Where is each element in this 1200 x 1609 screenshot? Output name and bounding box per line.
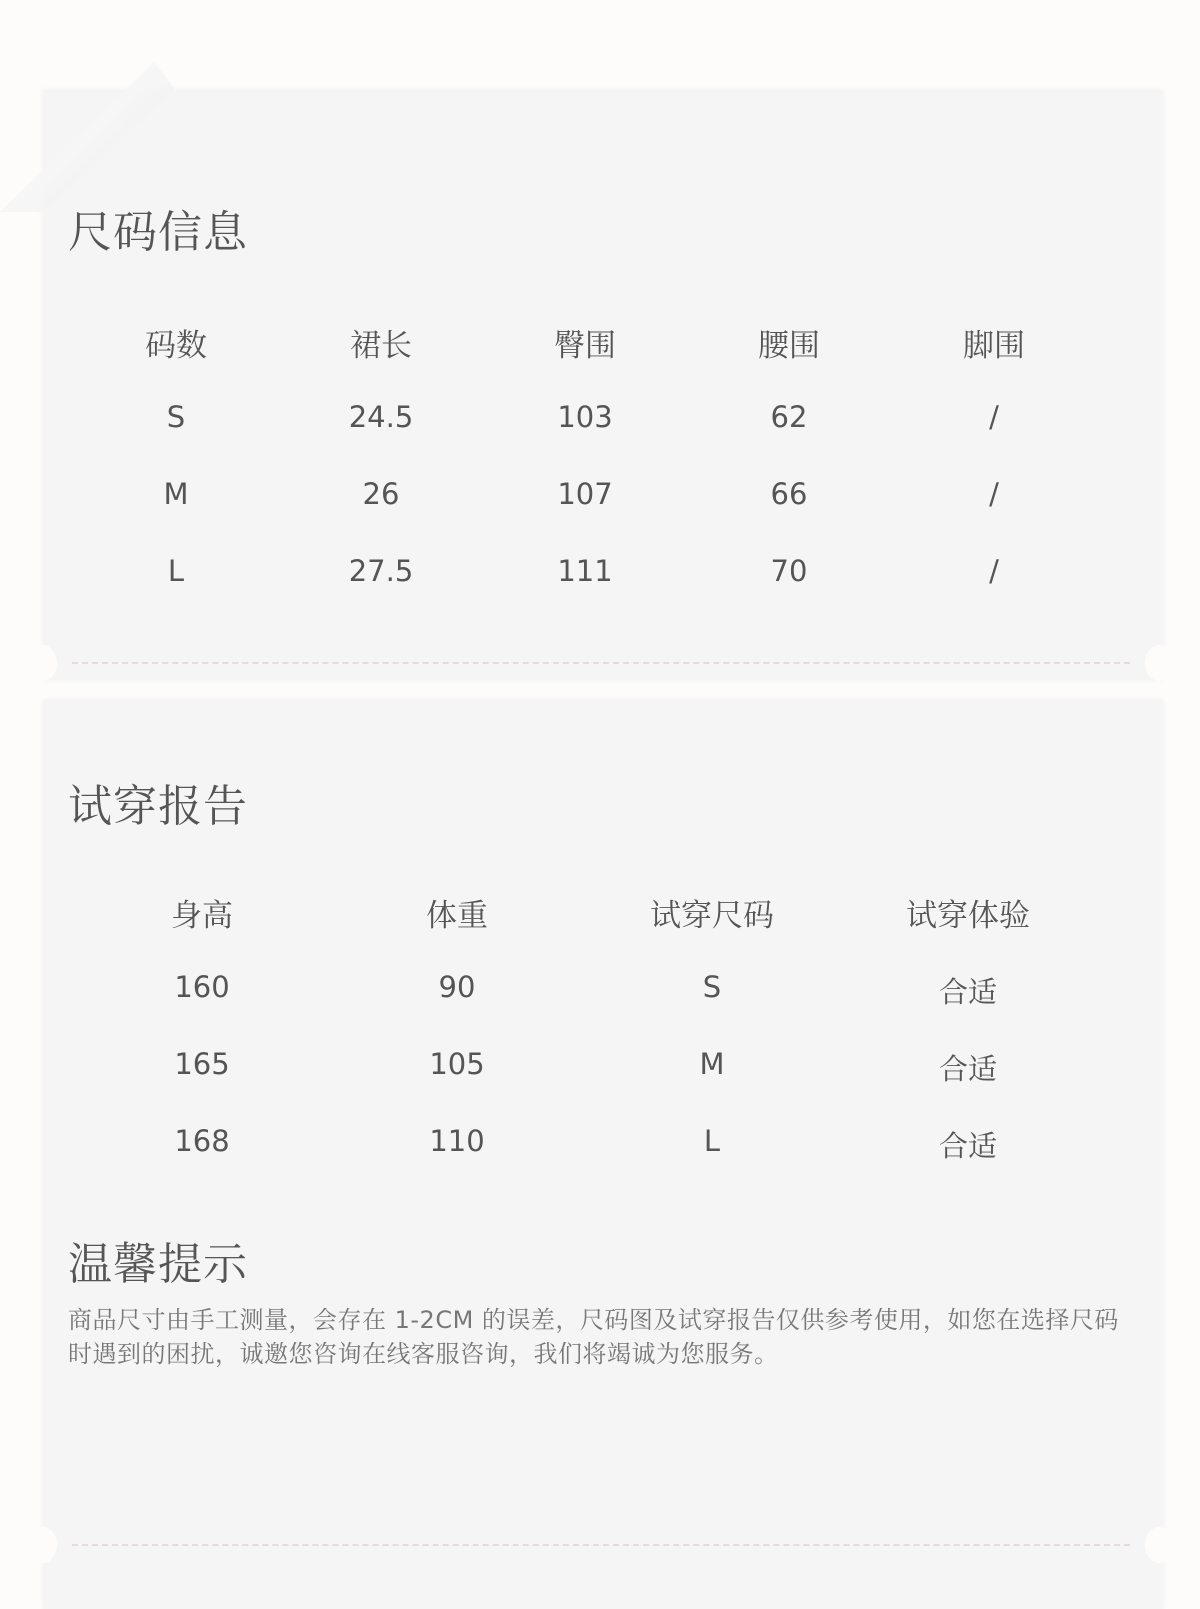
fit-report-cell: S bbox=[702, 970, 722, 1004]
size-table-cell: 62 bbox=[770, 400, 808, 434]
fit-report-cell: 168 bbox=[174, 1124, 230, 1158]
size-table-header-cell: 腰围 bbox=[758, 328, 820, 364]
size-table-cell: 26 bbox=[362, 477, 400, 511]
ticket-notch-right bbox=[1145, 645, 1173, 681]
ticket-notch-left bbox=[29, 1527, 57, 1563]
size-table-cell: / bbox=[989, 554, 999, 588]
tips-text: 商品尺寸由手工测量，会存在 1-2CM 的误差，尺码图及试穿报告仅供参考使用，如您在选择尺码时遇到的困扰，诚邀您咨询在线客服咨询，我们将竭诚为您服务。 bbox=[68, 1306, 1119, 1368]
fit-report-cell: 105 bbox=[429, 1047, 485, 1081]
size-table-cell: L bbox=[167, 554, 185, 588]
size-table-cell: 111 bbox=[557, 554, 613, 588]
fit-report-cell: 90 bbox=[438, 970, 476, 1004]
size-info-title: 尺码信息 bbox=[68, 207, 248, 258]
fit-report-cell: 165 bbox=[174, 1047, 230, 1081]
fit-report-header-cell: 体重 bbox=[426, 898, 488, 934]
fit-report-cell: L bbox=[703, 1124, 721, 1158]
fit-report-cell: 110 bbox=[429, 1124, 485, 1158]
size-table-cell: / bbox=[989, 400, 999, 434]
size-table-cell: / bbox=[989, 477, 999, 511]
size-info-card bbox=[43, 90, 1163, 680]
size-table-header-cell: 码数 bbox=[145, 328, 207, 364]
size-table-cell: 24.5 bbox=[348, 400, 414, 434]
fit-report-cell: 160 bbox=[174, 970, 230, 1004]
size-table-header-cell: 脚围 bbox=[963, 328, 1025, 364]
ticket-notch-right bbox=[1145, 1527, 1173, 1563]
size-table-cell: 27.5 bbox=[348, 554, 414, 588]
size-table-header-cell: 裙长 bbox=[350, 328, 412, 364]
dashed-divider bbox=[72, 662, 1130, 664]
size-table-cell: 70 bbox=[770, 554, 808, 588]
fit-report-header-cell: 身高 bbox=[171, 898, 233, 934]
size-table-cell: 107 bbox=[557, 477, 613, 511]
fit-report-cell: M bbox=[699, 1047, 725, 1081]
size-table-cell: S bbox=[166, 400, 186, 434]
tips-title: 温馨提示 bbox=[68, 1239, 248, 1290]
fit-report-cell: 合适 bbox=[938, 1052, 998, 1086]
size-table-header-cell: 臀围 bbox=[554, 328, 616, 364]
dashed-divider bbox=[72, 1544, 1130, 1546]
fit-report-title: 试穿报告 bbox=[68, 781, 248, 832]
fit-report-cell: 合适 bbox=[938, 1129, 998, 1163]
fit-report-header-cell: 试穿尺码 bbox=[650, 898, 774, 934]
ticket-notch-left bbox=[29, 645, 57, 681]
fit-report-cell: 合适 bbox=[938, 975, 998, 1009]
size-table-cell: M bbox=[163, 477, 189, 511]
size-table-cell: 103 bbox=[557, 400, 613, 434]
size-table-cell: 66 bbox=[770, 477, 808, 511]
fit-report-header-cell: 试穿体验 bbox=[906, 898, 1030, 934]
